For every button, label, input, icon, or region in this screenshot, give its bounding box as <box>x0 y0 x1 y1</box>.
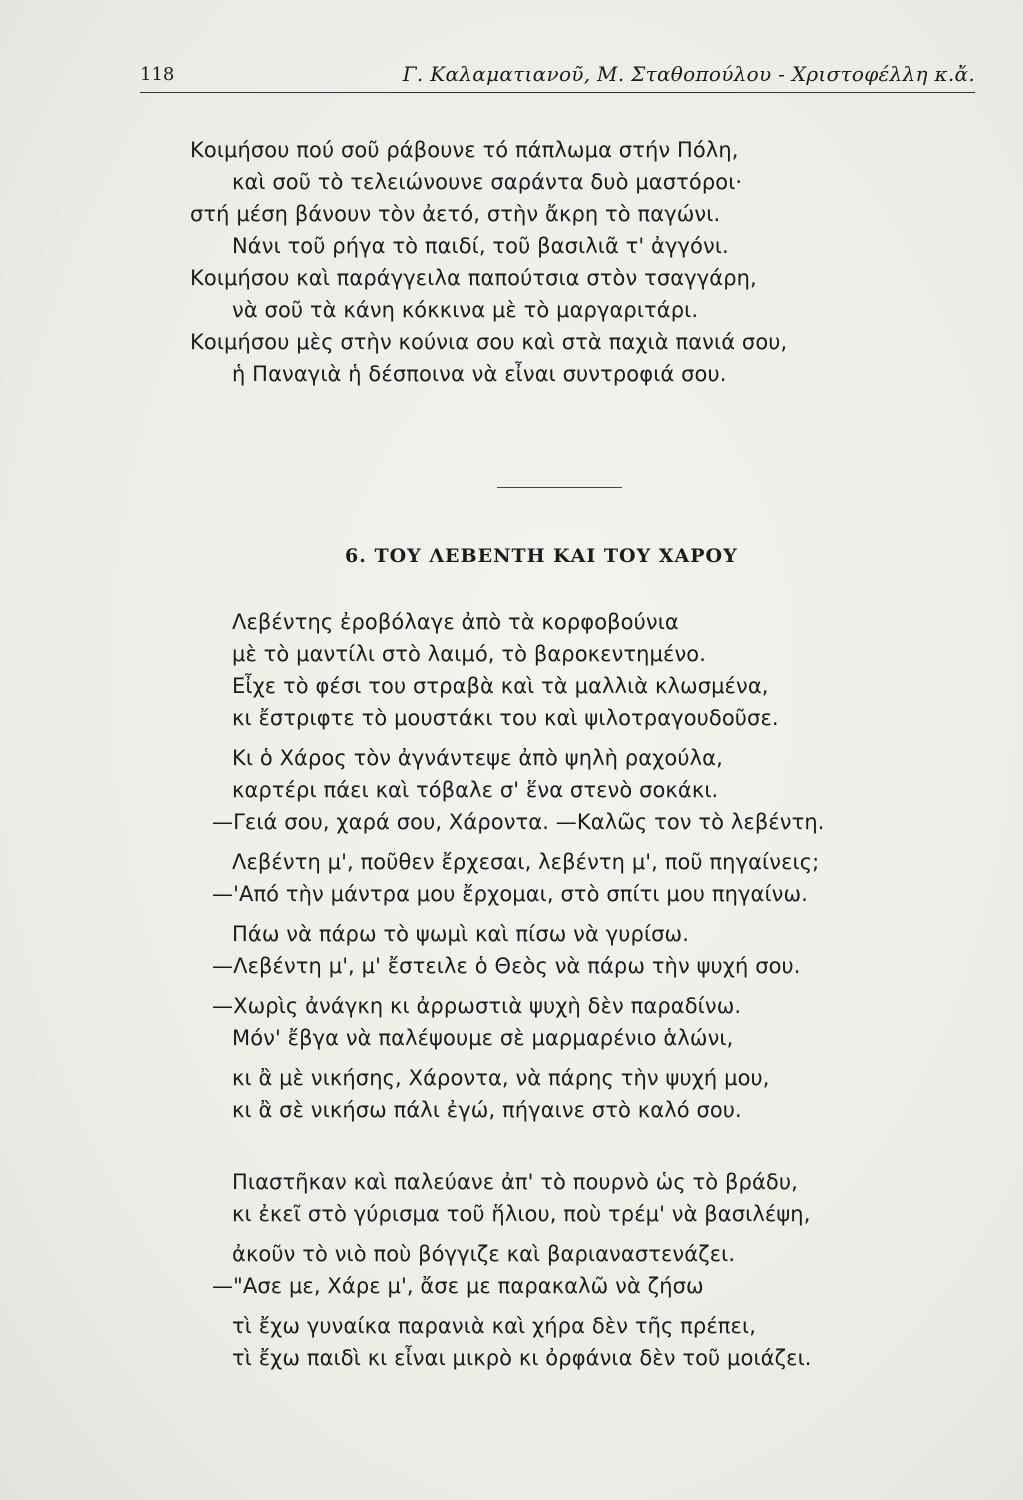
section-title: 6. ΤΟΥ ΛΕΒΕΝΤΗ ΚΑΙ ΤΟΥ ΧΑΡΟΥ <box>345 545 738 567</box>
verse-line: Πιαστῆκαν καὶ παλεύανε ἀπ' τὸ πουρνὸ ὡς τὸ βράδυ, <box>232 1170 798 1194</box>
verse-line: κι ἂ μὲ νικήσης, Χάροντα, νὰ πάρης τὴν ψυχή μου, <box>232 1066 770 1090</box>
verse-line: Κοιμήσου καὶ παράγγειλα παπούτσια στὸν τσαγγάρη, <box>190 266 757 290</box>
verse-line: Κι ὁ Χάρος τὸν ἀγνάντεψε ἀπὸ ψηλὴ ραχούλα, <box>232 746 723 770</box>
verse-line: —Λεβέντη μ', μ' ἔστειλε ὁ Θεὸς νὰ πάρω τὴν ψυχή σου. <box>212 954 801 978</box>
verse-line: ἀκοῦν τὸ νιὸ ποὺ βόγγιζε καὶ βαριαναστενάζει. <box>232 1242 736 1266</box>
verse-line: Εἶχε τὸ φέσι του στραβὰ καὶ τὰ μαλλιὰ κλωσμένα, <box>232 674 769 698</box>
verse-line: —Γειά σου, χαρά σου, Χάροντα. —Καλῶς τον τὸ λεβέντη. <box>212 810 825 834</box>
verse-line: τὶ ἔχω γυναίκα παρανιὰ καὶ χήρα δὲν τῆς πρέπει, <box>232 1314 756 1338</box>
running-head: Γ. Καλαματιανοῦ, Μ. Σταθοπούλου - Χριστοφέλλη κ.ἄ. <box>402 62 975 86</box>
verse-line: κι ἂ σὲ νικήσω πάλι ἐγώ, πήγαινε στὸ καλό σου. <box>232 1098 742 1122</box>
page-header <box>140 58 975 93</box>
verse-line: στή μέση βάνουν τὸν ἀετό, στὴν ἄκρη τὸ παγώνι. <box>190 202 721 226</box>
verse-line: μὲ τὸ μαντίλι στὸ λαιμό, τὸ βαροκεντημένο. <box>232 642 707 666</box>
verse-line: νὰ σοῦ τὰ κάνη κόκκινα μὲ τὸ μαργαριτάρι. <box>232 298 699 322</box>
verse-line: Λεβέντη μ', ποῦθεν ἔρχεσαι, λεβέντη μ', ποῦ πηγαίνεις; <box>232 850 820 874</box>
verse-line: καρτέρι πάει καὶ τόβαλε σ' ἕνα στενὸ σοκάκι. <box>232 778 719 802</box>
page-number: 118 <box>140 64 175 85</box>
verse-line: Κοιμήσου πού σοῦ ράβουνε τό πάπλωμα στήν Πόλη, <box>190 138 739 162</box>
verse-line: Πάω νὰ πάρω τὸ ψωμὶ καὶ πίσω νὰ γυρίσω. <box>232 922 690 946</box>
verse-line: —Χωρὶς ἀνάγκη κι ἀρρωστιὰ ψυχὴ δὲν παραδίνω. <box>212 994 742 1018</box>
verse-line: —'Από τὴν μάντρα μου ἔρχομαι, στὸ σπίτι μου πηγαίνω. <box>212 882 808 906</box>
verse-line: κι ἐκεῖ στὸ γύρισμα τοῦ ἥλιου, ποὺ τρέμ' νὰ βασιλέψη, <box>232 1202 811 1226</box>
verse-line: Μόν' ἔβγα νὰ παλέψουμε σὲ μαρμαρένιο ἁλώνι, <box>232 1026 734 1050</box>
verse-line: Κοιμήσου μὲς στὴν κούνια σου καὶ στὰ παχιὰ πανιά σου, <box>190 330 788 354</box>
verse-line: καὶ σοῦ τὸ τελειώνουνε σαράντα δυὸ μαστόροι· <box>232 170 743 194</box>
verse-line: τὶ ἔχω παιδὶ κι εἶναι μικρὸ κι ὀρφάνια δὲν τοῦ μοιάζει. <box>232 1346 812 1370</box>
verse-line: —"Ασε με, Χάρε μ', ἄσε με παρακαλῶ νὰ ζήσω <box>212 1274 704 1298</box>
verse-line: ἡ Παναγιὰ ἡ δέσποινα νὰ εἶναι συντροφιά σου. <box>232 362 727 386</box>
verse-line: Λεβέντης ἐροβόλαγε ἀπὸ τὰ κορφοβούνια <box>232 610 679 634</box>
verse-line: κι ἔστριφτε τὸ μουστάκι του καὶ ψιλοτραγουδοῦσε. <box>232 706 779 730</box>
verse-line: Νάνι τοῦ ρήγα τὸ παιδί, τοῦ βασιλιᾶ τ' ἀγγόνι. <box>232 234 729 258</box>
section-divider <box>497 487 622 488</box>
